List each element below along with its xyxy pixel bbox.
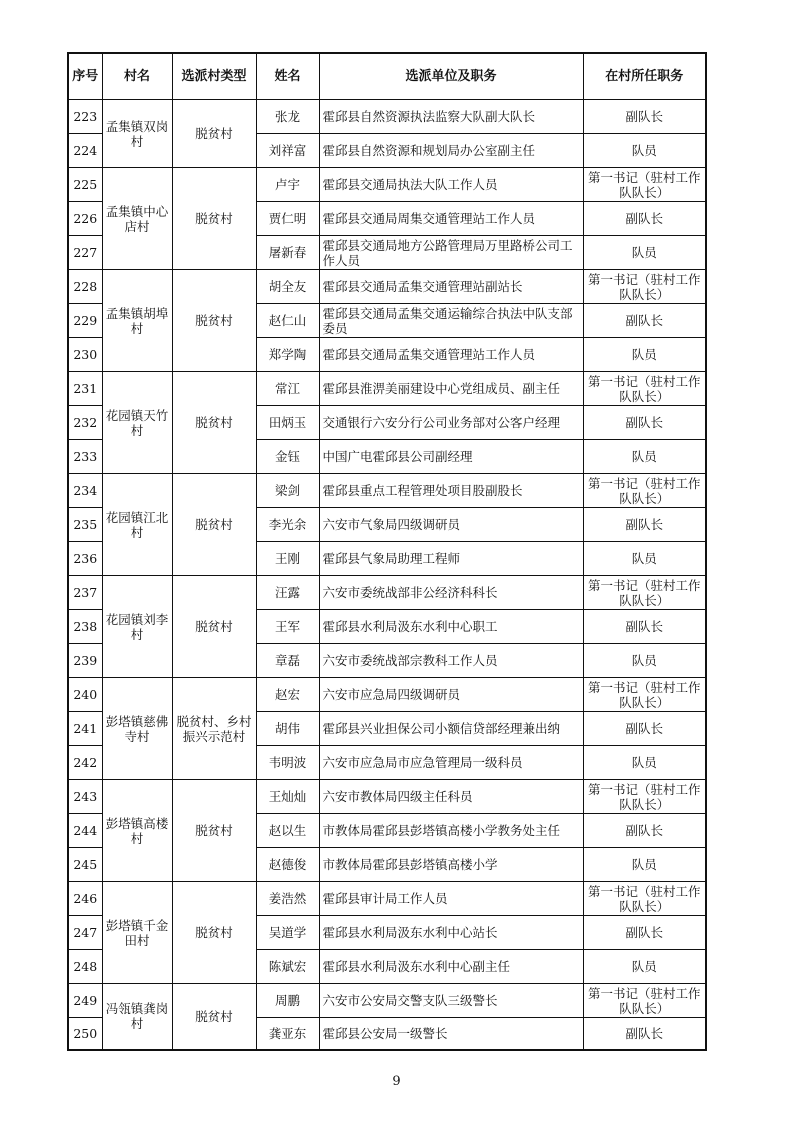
row-seq: 248 [68,950,102,984]
member-role: 队员 [583,134,706,168]
row-seq: 239 [68,644,102,678]
member-unit: 霍邱县交通局周集交通管理站工作人员 [319,202,583,236]
member-unit: 六安市应急局四级调研员 [319,678,583,712]
row-seq: 232 [68,406,102,440]
row-seq: 229 [68,304,102,338]
member-unit: 六安市公安局交警支队三级警长 [319,984,583,1018]
member-unit: 市教体局霍邱县彭塔镇高楼小学 [319,848,583,882]
village-name: 冯瓴镇龚岗村 [102,984,172,1050]
member-role: 队员 [583,644,706,678]
member-name: 赵以生 [256,814,319,848]
village-type: 脱贫村 [172,168,256,270]
row-seq: 242 [68,746,102,780]
row-seq: 250 [68,1018,102,1050]
row-seq: 245 [68,848,102,882]
member-unit: 市教体局霍邱县彭塔镇高楼小学教务处主任 [319,814,583,848]
table-row [68,678,706,712]
member-role: 第一书记（驻村工作队队长） [583,882,706,916]
member-unit: 六安市教体局四级主任科员 [319,780,583,814]
member-name: 王刚 [256,542,319,576]
member-unit: 六安市气象局四级调研员 [319,508,583,542]
row-seq: 238 [68,610,102,644]
member-name: 汪露 [256,576,319,610]
member-role: 第一书记（驻村工作队队长） [583,576,706,610]
member-name: 胡伟 [256,712,319,746]
member-name: 梁剑 [256,474,319,508]
member-role: 副队长 [583,304,706,338]
member-name: 胡全友 [256,270,319,304]
member-unit: 霍邱县审计局工作人员 [319,882,583,916]
member-name: 刘祥富 [256,134,319,168]
member-role: 队员 [583,542,706,576]
member-name: 常江 [256,372,319,406]
member-unit: 霍邱县水利局汲东水利中心职工 [319,610,583,644]
member-unit: 霍邱县淮淠美丽建设中心党组成员、副主任 [319,372,583,406]
member-role: 副队长 [583,814,706,848]
member-role: 第一书记（驻村工作队队长） [583,678,706,712]
member-name: 姜浩然 [256,882,319,916]
member-unit: 六安市应急局市应急管理局一级科员 [319,746,583,780]
member-name: 吴道学 [256,916,319,950]
row-seq: 228 [68,270,102,304]
row-seq: 244 [68,814,102,848]
member-name: 张龙 [256,100,319,134]
village-name: 孟集镇胡埠村 [102,270,172,372]
member-role: 副队长 [583,1018,706,1050]
row-seq: 246 [68,882,102,916]
table-row [68,780,706,814]
row-seq: 240 [68,678,102,712]
member-role: 副队长 [583,100,706,134]
member-role: 队员 [583,848,706,882]
member-name: 赵德俊 [256,848,319,882]
member-name: 田炳玉 [256,406,319,440]
member-role: 第一书记（驻村工作队队长） [583,372,706,406]
row-seq: 226 [68,202,102,236]
village-type: 脱贫村 [172,474,256,576]
table-row [68,372,706,406]
row-seq: 227 [68,236,102,270]
village-name: 花园镇刘李村 [102,576,172,678]
member-unit: 霍邱县自然资源和规划局办公室副主任 [319,134,583,168]
row-seq: 243 [68,780,102,814]
member-name: 郑学陶 [256,338,319,372]
village-name: 花园镇天竹村 [102,372,172,474]
member-name: 韦明波 [256,746,319,780]
member-name: 赵宏 [256,678,319,712]
header-name: 姓名 [256,53,319,100]
member-name: 赵仁山 [256,304,319,338]
member-name: 贾仁明 [256,202,319,236]
member-unit: 霍邱县交通局执法大队工作人员 [319,168,583,202]
row-seq: 249 [68,984,102,1018]
row-seq: 231 [68,372,102,406]
member-unit: 中国广电霍邱县公司副经理 [319,440,583,474]
member-role: 第一书记（驻村工作队队长） [583,270,706,304]
member-role: 副队长 [583,610,706,644]
village-name: 孟集镇中心店村 [102,168,172,270]
village-type: 脱贫村 [172,984,256,1050]
member-name: 李光余 [256,508,319,542]
member-name: 屠新春 [256,236,319,270]
member-name: 陈斌宏 [256,950,319,984]
member-role: 队员 [583,950,706,984]
row-seq: 234 [68,474,102,508]
row-seq: 223 [68,100,102,134]
page-number: 9 [392,1074,401,1089]
member-name: 王军 [256,610,319,644]
village-name: 彭塔镇高楼村 [102,780,172,882]
member-name: 章磊 [256,644,319,678]
village-type: 脱贫村、乡村振兴示范村 [172,678,256,780]
member-role: 队员 [583,746,706,780]
header-unit: 选派单位及职务 [319,53,583,100]
village-type: 脱贫村 [172,270,256,372]
member-unit: 交通银行六安分行公司业务部对公客户经理 [319,406,583,440]
table-row [68,984,706,1018]
header-role: 在村所任职务 [583,53,706,100]
member-unit: 霍邱县重点工程管理处项目股副股长 [319,474,583,508]
village-type: 脱贫村 [172,780,256,882]
header-village: 村名 [102,53,172,100]
row-seq: 247 [68,916,102,950]
table-body [68,100,706,1050]
member-role: 副队长 [583,508,706,542]
member-role: 队员 [583,236,706,270]
member-role: 第一书记（驻村工作队队长） [583,780,706,814]
member-unit: 霍邱县公安局一级警长 [319,1018,583,1050]
member-role: 副队长 [583,916,706,950]
village-type: 脱贫村 [172,372,256,474]
member-unit: 六安市委统战部非公经济科科长 [319,576,583,610]
table-row [68,882,706,916]
assignment-table [67,52,707,1051]
member-role: 队员 [583,338,706,372]
member-role: 第一书记（驻村工作队队长） [583,984,706,1018]
member-role: 队员 [583,440,706,474]
member-unit: 六安市委统战部宗教科工作人员 [319,644,583,678]
member-role: 第一书记（驻村工作队队长） [583,474,706,508]
table-row [68,100,706,134]
village-name: 彭塔镇千金田村 [102,882,172,984]
village-type: 脱贫村 [172,576,256,678]
table-row [68,474,706,508]
village-name: 彭塔镇慈佛寺村 [102,678,172,780]
table-row [68,270,706,304]
row-seq: 230 [68,338,102,372]
member-name: 金钰 [256,440,319,474]
village-type: 脱贫村 [172,100,256,168]
header-seq: 序号 [68,53,102,100]
row-seq: 237 [68,576,102,610]
row-seq: 241 [68,712,102,746]
village-name: 花园镇江北村 [102,474,172,576]
table-row [68,168,706,202]
member-name: 卢宇 [256,168,319,202]
member-role: 第一书记（驻村工作队队长） [583,168,706,202]
member-unit: 霍邱县兴业担保公司小额信贷部经理兼出纳 [319,712,583,746]
member-unit: 霍邱县自然资源执法监察大队副大队长 [319,100,583,134]
member-unit: 霍邱县水利局汲东水利中心站长 [319,916,583,950]
member-unit: 霍邱县交通局孟集交通管理站工作人员 [319,338,583,372]
member-unit: 霍邱县气象局助理工程师 [319,542,583,576]
member-role: 副队长 [583,406,706,440]
row-seq: 235 [68,508,102,542]
row-seq: 224 [68,134,102,168]
table-row [68,576,706,610]
member-unit: 霍邱县交通局地方公路管理局万里路桥公司工作人员 [319,236,583,270]
row-seq: 225 [68,168,102,202]
table-header [68,53,706,100]
row-seq: 236 [68,542,102,576]
member-unit: 霍邱县水利局汲东水利中心副主任 [319,950,583,984]
member-role: 副队长 [583,712,706,746]
member-role: 副队长 [583,202,706,236]
member-name: 王灿灿 [256,780,319,814]
member-unit: 霍邱县交通局孟集交通运输综合执法中队支部委员 [319,304,583,338]
member-name: 龚亚东 [256,1018,319,1050]
member-unit: 霍邱县交通局孟集交通管理站副站长 [319,270,583,304]
header-type: 选派村类型 [172,53,256,100]
member-name: 周鹏 [256,984,319,1018]
row-seq: 233 [68,440,102,474]
village-name: 孟集镇双岗村 [102,100,172,168]
village-type: 脱贫村 [172,882,256,984]
